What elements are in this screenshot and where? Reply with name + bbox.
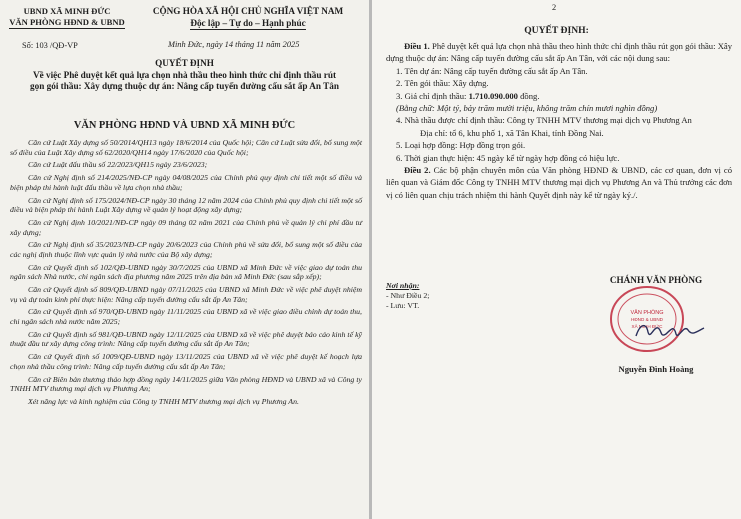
agency-line-2: VĂN PHÒNG HĐND & UBND	[9, 17, 125, 27]
article-1	[386, 40, 732, 65]
basis-paragraph: Căn cứ Luật Xây dựng số 50/2014/QH13 ngày 18/6/2014 của Quốc hội; Căn cứ Luật sửa đổi, bổ sung một số điều của Luật Xây dựng số 62/2020/QH14 ngày 17/6/2020 của Quốc hội;	[10, 138, 362, 157]
recipients-label: Nơi nhận:	[386, 281, 420, 290]
issue-date: Minh Đức, ngày 14 tháng 11 năm 2025	[168, 40, 300, 49]
page-number: 2	[552, 3, 557, 12]
basis-paragraph: Căn cứ Quyết định số 1009/QĐ-UBND ngày 13/11/2025 của UBND xã về việc phê duyệt kế hoạch lựa chọn nhà thầu công trình: Nâng cấp tuyến đường cấu sắt ấp An Tân;	[10, 352, 362, 371]
price-value: 1.710.090.000	[468, 90, 518, 101]
recipient-item: - Như Điều 2;	[386, 291, 430, 300]
article-2	[386, 164, 732, 201]
basis-paragraph: Căn cứ Quyết định số 970/QĐ-UBND ngày 11/11/2025 của UBND xã về việc giao điều chỉnh dự toán thu, chi ngân sách nhà nước năm 2025;	[10, 307, 362, 326]
basis-paragraph: Căn cứ Quyết định số 809/QĐ-UBND ngày 07/11/2025 của UBND xã Minh Đức về việc phê duyệt nhiệm vụ và dự toán kinh phí thực hiện: Nâng cấp tuyến đường cấu sắt ấp An Tân;	[10, 285, 362, 304]
document-page-1	[0, 0, 369, 519]
article-2-text: Các bộ phận chuyên môn của Văn phòng HĐND & UBND, các cơ quan, đơn vị có liên quan và Giám đốc Công ty TNHH MTV thương mại dịch vụ Phương An và Thủ trưởng các đơn vị có liên quan chịu trách nhiệm thi hành Quyết định này kể từ ngày ký./.	[386, 165, 733, 200]
decision-heading: QUYẾT ĐỊNH:	[524, 25, 589, 36]
national-header	[130, 5, 366, 30]
article-1-label: Điều 1.	[404, 41, 430, 51]
svg-text:VĂN PHÒNG: VĂN PHÒNG	[630, 310, 664, 316]
price-in-words: (Bằng chữ: Một tỷ, bảy trăm mười triệu, không trăm chín mươi nghìn đồng)	[396, 103, 658, 114]
decision-body	[386, 40, 732, 201]
basis-paragraph: Căn cứ Nghị định số 35/2023/NĐ-CP ngày 20/6/2023 của Chính phủ về sửa đổi, bổ sung một số điều của các nghị định thuộc lĩnh vực quản lý nhà nước của Bộ xây dựng;	[10, 240, 362, 259]
basis-paragraph: Xét năng lực và kinh nghiệm của Công ty TNHH MTV thương mại dịch vụ Phương An.	[28, 396, 299, 406]
article-2-label: Điều 2.	[404, 165, 431, 176]
recipient-item: - Lưu: VT.	[386, 301, 420, 310]
contractor-address: Địa chỉ: tổ 6, khu phố 1, xã Tân Khai, tỉnh Đồng Nai.	[420, 127, 604, 138]
price-unit: đồng.	[517, 90, 540, 101]
document-page-2	[372, 0, 741, 519]
list-item: 1. Tên dự án: Nâng cấp tuyến đường cấu sắt ấp An Tân.	[396, 65, 588, 76]
basis-paragraph: Căn cứ Nghị định 10/2021/NĐ-CP ngày 09 tháng 02 năm 2021 của Chính phủ về quản lý chi phí đầu tư xây dựng;	[10, 217, 362, 237]
list-item: 6. Thời gian thực hiện: 45 ngày kể từ ngày hợp đồng có hiệu lực.	[396, 152, 620, 163]
nation-line-1: CỘNG HÒA XÃ HỘI CHỦ NGHĨA VIỆT NAM	[152, 6, 344, 16]
article-1-text: Phê duyệt kết quả lựa chọn nhà thầu theo hình thức chỉ định thầu rút gọn gói thầu: Xây dựng thuộc dự án: Nâng cấp tuyến đường cấu sắt ấp An Tân, với các nội dung sau:	[386, 41, 733, 64]
basis-paragraph: Căn cứ Luật đấu thầu số 22/2023/QH15 ngày 23/6/2023;	[28, 160, 208, 170]
svg-text:HĐND & UBND: HĐND & UBND	[631, 317, 663, 322]
document-number: Số: 103 /QĐ-VP	[22, 41, 78, 50]
basis-paragraph: Căn cứ Quyết định số 102/QĐ-UBND ngày 30/7/2025 của UBND xã Minh Đức về việc giao dự toán thu ngân sách Nhà nước, chi ngân sách địa phương năm 2025 trên địa bàn xã Minh Đức (sau sắp xếp);	[10, 262, 362, 282]
issuing-authority: VĂN PHÒNG HĐND VÀ UBND XÃ MINH ĐỨC	[73, 120, 296, 131]
basis-paragraph: Căn cứ Quyết định số 981/QĐ-UBND ngày 12/11/2025 của UBND xã về việc phê duyệt báo cáo kinh tế kỹ thuật đầu tư xây dựng công trình: Nâng cấp tuyến đường cấu sắt ấp An Tân;	[10, 329, 362, 349]
legal-bases	[10, 138, 362, 410]
document-title: QUYẾT ĐỊNH	[155, 58, 214, 68]
agency-line-1: UBND XÃ MINH ĐỨC	[23, 6, 111, 16]
svg-text:XÃ MINH ĐỨC: XÃ MINH ĐỨC	[631, 324, 663, 329]
basis-paragraph: Căn cứ Biên bản thương thảo hợp đồng ngày 14/11/2025 giữa Văn phòng HĐND và UBND xã và Công ty TNHH MTV thương mại dịch vụ Phương An;	[10, 374, 362, 394]
recipients	[386, 281, 429, 311]
list-item: 2. Tên gói thầu: Xây dựng.	[396, 78, 489, 89]
issuing-agency-header	[8, 6, 126, 29]
signer-title: CHÁNH VĂN PHÒNG	[609, 275, 703, 285]
signer-name: Nguyễn Đình Hoàng	[618, 364, 694, 374]
document-subject: Về việc Phê duyệt kết quả lựa chọn nhà thầu theo hình thức chỉ định thầu rút gọn gói thầu: Xây dựng thuộc dự án: Nâng cấp tuyến đường cấu sắt ấp An Tân	[30, 70, 339, 91]
price-label: 3. Giá chỉ định thầu:	[396, 90, 469, 101]
list-item: 5. Loại hợp đồng: Hợp đồng trọn gói.	[396, 140, 526, 151]
list-item	[386, 90, 732, 102]
nation-motto: Độc lập – Tự do – Hạnh phúc	[190, 18, 306, 28]
basis-paragraph: Căn cứ Nghị định số 175/2024/NĐ-CP ngày 30 tháng 12 năm 2024 của Chính phủ quy định chi tiết một số điều và biện pháp thi hành Luật Xây dựng về quản lý hoạt động xây dựng;	[10, 195, 362, 215]
handwritten-signature	[630, 316, 710, 346]
list-item: 4. Nhà thầu được chỉ định thầu: Công ty TNHH MTV thương mại dịch vụ Phương An	[396, 115, 692, 126]
basis-paragraph: Căn cứ Nghị định số 214/2025/NĐ-CP ngày 04/08/2025 của Chính phủ quy định chi tiết một số điều và biện pháp thi hành luật đấu thầu về lựa chọn nhà thầu;	[10, 173, 362, 192]
